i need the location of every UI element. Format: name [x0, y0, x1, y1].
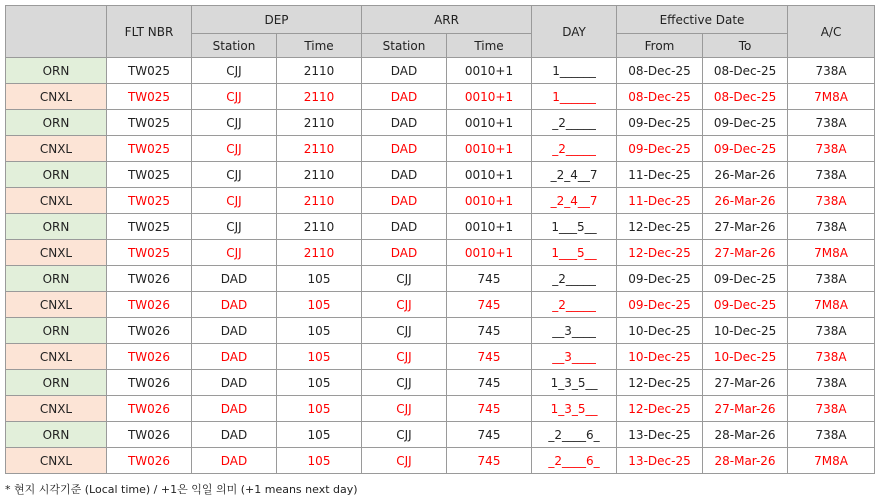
to-date-cell: 10-Dec-25	[703, 344, 788, 370]
flight-number-cell: TW025	[107, 84, 192, 110]
from-date-cell: 08-Dec-25	[617, 58, 703, 84]
status-cell: CNXL	[6, 240, 107, 266]
day-cell: _2_____	[532, 136, 617, 162]
flight-number-cell: TW026	[107, 318, 192, 344]
status-cell: ORN	[6, 422, 107, 448]
table-row	[6, 84, 875, 110]
day-cell: 1_3_5__	[532, 370, 617, 396]
arr-station-cell: CJJ	[362, 266, 447, 292]
from-date-cell: 09-Dec-25	[617, 292, 703, 318]
aircraft-cell: 738A	[788, 136, 875, 162]
dep-station-cell: DAD	[192, 344, 277, 370]
arr-station-cell: CJJ	[362, 344, 447, 370]
table-row	[6, 292, 875, 318]
dep-time-cell: 105	[277, 344, 362, 370]
flight-number-cell: TW026	[107, 448, 192, 474]
arr-time-cell: 745	[447, 370, 532, 396]
dep-station-cell: DAD	[192, 292, 277, 318]
flight-number-cell: TW026	[107, 292, 192, 318]
table-row	[6, 240, 875, 266]
arr-time-cell: 745	[447, 318, 532, 344]
to-date-cell: 27-Mar-26	[703, 240, 788, 266]
arr-time-cell: 745	[447, 422, 532, 448]
to-date-cell: 27-Mar-26	[703, 214, 788, 240]
flight-number-cell: TW025	[107, 214, 192, 240]
status-cell: CNXL	[6, 448, 107, 474]
status-cell: CNXL	[6, 292, 107, 318]
from-date-cell: 10-Dec-25	[617, 344, 703, 370]
to-date-cell: 10-Dec-25	[703, 318, 788, 344]
aircraft-cell: 7M8A	[788, 448, 875, 474]
from-date-cell: 11-Dec-25	[617, 188, 703, 214]
from-date-cell: 12-Dec-25	[617, 370, 703, 396]
dep-time-header: Time	[277, 34, 362, 58]
to-date-cell: 09-Dec-25	[703, 266, 788, 292]
table-row	[6, 136, 875, 162]
flight-number-cell: TW026	[107, 396, 192, 422]
day-cell: 1_3_5__	[532, 396, 617, 422]
status-cell: ORN	[6, 318, 107, 344]
arr-station-cell: CJJ	[362, 370, 447, 396]
arr-time-cell: 0010+1	[447, 214, 532, 240]
status-cell: ORN	[6, 370, 107, 396]
flight-number-cell: TW025	[107, 162, 192, 188]
table-row	[6, 344, 875, 370]
from-date-cell: 12-Dec-25	[617, 396, 703, 422]
aircraft-cell: 738A	[788, 422, 875, 448]
arr-station-cell: DAD	[362, 214, 447, 240]
to-date-cell: 27-Mar-26	[703, 370, 788, 396]
arr-station-header: Station	[362, 34, 447, 58]
to-date-cell: 09-Dec-25	[703, 110, 788, 136]
to-date-cell: 09-Dec-25	[703, 136, 788, 162]
day-cell: _2_4__7	[532, 188, 617, 214]
dep-time-cell: 2110	[277, 58, 362, 84]
flight-number-cell: TW026	[107, 370, 192, 396]
arr-time-header: Time	[447, 34, 532, 58]
status-cell: CNXL	[6, 84, 107, 110]
table-row	[6, 214, 875, 240]
from-date-cell: 09-Dec-25	[617, 266, 703, 292]
dep-station-header: Station	[192, 34, 277, 58]
arr-station-cell: DAD	[362, 188, 447, 214]
to-date-cell: 26-Mar-26	[703, 162, 788, 188]
aircraft-cell: 738A	[788, 266, 875, 292]
to-header: To	[703, 34, 788, 58]
aircraft-cell: 738A	[788, 370, 875, 396]
table-row	[6, 422, 875, 448]
schedule-body	[6, 58, 875, 474]
dep-station-cell: CJJ	[192, 162, 277, 188]
day-cell: __3____	[532, 318, 617, 344]
status-cell: ORN	[6, 214, 107, 240]
status-cell: CNXL	[6, 344, 107, 370]
from-date-cell: 13-Dec-25	[617, 422, 703, 448]
status-cell: CNXL	[6, 188, 107, 214]
to-date-cell: 28-Mar-26	[703, 448, 788, 474]
table-row	[6, 448, 875, 474]
dep-station-cell: DAD	[192, 370, 277, 396]
from-date-cell: 10-Dec-25	[617, 318, 703, 344]
from-date-cell: 08-Dec-25	[617, 84, 703, 110]
aircraft-cell: 738A	[788, 58, 875, 84]
arr-station-cell: DAD	[362, 84, 447, 110]
flight-number-cell: TW025	[107, 136, 192, 162]
dep-time-cell: 105	[277, 396, 362, 422]
aircraft-cell: 7M8A	[788, 292, 875, 318]
to-date-cell: 28-Mar-26	[703, 422, 788, 448]
effective-date-header: Effective Date	[617, 6, 788, 34]
arr-time-cell: 0010+1	[447, 240, 532, 266]
day-cell: _2____6_	[532, 448, 617, 474]
dep-time-cell: 105	[277, 318, 362, 344]
dep-time-cell: 2110	[277, 162, 362, 188]
arr-time-cell: 0010+1	[447, 84, 532, 110]
from-date-cell: 12-Dec-25	[617, 214, 703, 240]
schedule-table-container	[5, 5, 875, 474]
dep-time-cell: 2110	[277, 188, 362, 214]
status-cell: ORN	[6, 266, 107, 292]
arr-time-cell: 0010+1	[447, 58, 532, 84]
arr-time-cell: 745	[447, 266, 532, 292]
table-row	[6, 318, 875, 344]
status-cell: CNXL	[6, 396, 107, 422]
arr-time-cell: 0010+1	[447, 188, 532, 214]
table-row	[6, 370, 875, 396]
aircraft-cell: 738A	[788, 110, 875, 136]
day-cell: _2_____	[532, 292, 617, 318]
dep-time-cell: 105	[277, 448, 362, 474]
to-date-cell: 08-Dec-25	[703, 58, 788, 84]
dep-station-cell: CJJ	[192, 110, 277, 136]
to-date-cell: 26-Mar-26	[703, 188, 788, 214]
dep-station-cell: CJJ	[192, 188, 277, 214]
day-cell: __3____	[532, 344, 617, 370]
dep-station-cell: DAD	[192, 448, 277, 474]
dep-header: DEP	[192, 6, 362, 34]
aircraft-cell: 738A	[788, 162, 875, 188]
status-cell: CNXL	[6, 136, 107, 162]
aircraft-cell: 738A	[788, 188, 875, 214]
arr-header: ARR	[362, 6, 532, 34]
arr-station-cell: DAD	[362, 58, 447, 84]
arr-time-cell: 0010+1	[447, 110, 532, 136]
footnote: * 현지 시각기준 (Local time) / +1은 익일 의미 (+1 means next day)	[5, 483, 358, 496]
arr-station-cell: DAD	[362, 240, 447, 266]
flight-number-cell: TW025	[107, 188, 192, 214]
table-row	[6, 396, 875, 422]
dep-station-cell: CJJ	[192, 214, 277, 240]
from-date-cell: 13-Dec-25	[617, 448, 703, 474]
arr-time-cell: 745	[447, 448, 532, 474]
arr-time-cell: 0010+1	[447, 162, 532, 188]
flight-schedule-table	[5, 5, 875, 474]
aircraft-cell: 7M8A	[788, 84, 875, 110]
table-row	[6, 110, 875, 136]
status-cell: ORN	[6, 110, 107, 136]
dep-station-cell: CJJ	[192, 136, 277, 162]
arr-time-cell: 0010+1	[447, 136, 532, 162]
table-row	[6, 58, 875, 84]
day-cell: _2_____	[532, 266, 617, 292]
dep-time-cell: 2110	[277, 214, 362, 240]
dep-station-cell: CJJ	[192, 58, 277, 84]
aircraft-cell: 738A	[788, 344, 875, 370]
day-cell: _2____6_	[532, 422, 617, 448]
status-cell: ORN	[6, 58, 107, 84]
from-header: From	[617, 34, 703, 58]
arr-station-cell: CJJ	[362, 422, 447, 448]
to-date-cell: 09-Dec-25	[703, 292, 788, 318]
dep-time-cell: 2110	[277, 110, 362, 136]
dep-time-cell: 2110	[277, 136, 362, 162]
dep-station-cell: CJJ	[192, 84, 277, 110]
day-cell: 1______	[532, 58, 617, 84]
dep-station-cell: CJJ	[192, 240, 277, 266]
flight-number-cell: TW025	[107, 110, 192, 136]
arr-station-cell: CJJ	[362, 448, 447, 474]
to-date-cell: 27-Mar-26	[703, 396, 788, 422]
dep-time-cell: 2110	[277, 240, 362, 266]
table-row	[6, 188, 875, 214]
day-cell: 1___5__	[532, 214, 617, 240]
arr-time-cell: 745	[447, 292, 532, 318]
table-row	[6, 162, 875, 188]
day-cell: 1___5__	[532, 240, 617, 266]
flight-number-cell: TW025	[107, 240, 192, 266]
day-cell: _2_____	[532, 110, 617, 136]
dep-time-cell: 105	[277, 370, 362, 396]
day-cell: 1______	[532, 84, 617, 110]
dep-station-cell: DAD	[192, 396, 277, 422]
from-date-cell: 11-Dec-25	[617, 162, 703, 188]
flight-number-cell: TW026	[107, 344, 192, 370]
dep-time-cell: 105	[277, 266, 362, 292]
dep-station-cell: DAD	[192, 422, 277, 448]
flt-nbr-header: FLT NBR	[107, 6, 192, 58]
arr-station-cell: DAD	[362, 136, 447, 162]
aircraft-cell: 738A	[788, 396, 875, 422]
arr-station-cell: CJJ	[362, 396, 447, 422]
aircraft-cell: 738A	[788, 214, 875, 240]
from-date-cell: 12-Dec-25	[617, 240, 703, 266]
from-date-cell: 09-Dec-25	[617, 136, 703, 162]
dep-station-cell: DAD	[192, 318, 277, 344]
dep-time-cell: 2110	[277, 84, 362, 110]
aircraft-cell: 738A	[788, 318, 875, 344]
flight-number-cell: TW026	[107, 422, 192, 448]
arr-station-cell: DAD	[362, 162, 447, 188]
dep-station-cell: DAD	[192, 266, 277, 292]
status-cell: ORN	[6, 162, 107, 188]
status-header-cell	[6, 6, 107, 58]
dep-time-cell: 105	[277, 422, 362, 448]
arr-station-cell: DAD	[362, 110, 447, 136]
ac-header: A/C	[788, 6, 875, 58]
flight-number-cell: TW025	[107, 58, 192, 84]
arr-time-cell: 745	[447, 344, 532, 370]
arr-station-cell: CJJ	[362, 292, 447, 318]
table-row	[6, 266, 875, 292]
arr-time-cell: 745	[447, 396, 532, 422]
dep-time-cell: 105	[277, 292, 362, 318]
day-header: DAY	[532, 6, 617, 58]
from-date-cell: 09-Dec-25	[617, 110, 703, 136]
day-cell: _2_4__7	[532, 162, 617, 188]
flight-number-cell: TW026	[107, 266, 192, 292]
to-date-cell: 08-Dec-25	[703, 84, 788, 110]
arr-station-cell: CJJ	[362, 318, 447, 344]
aircraft-cell: 7M8A	[788, 240, 875, 266]
